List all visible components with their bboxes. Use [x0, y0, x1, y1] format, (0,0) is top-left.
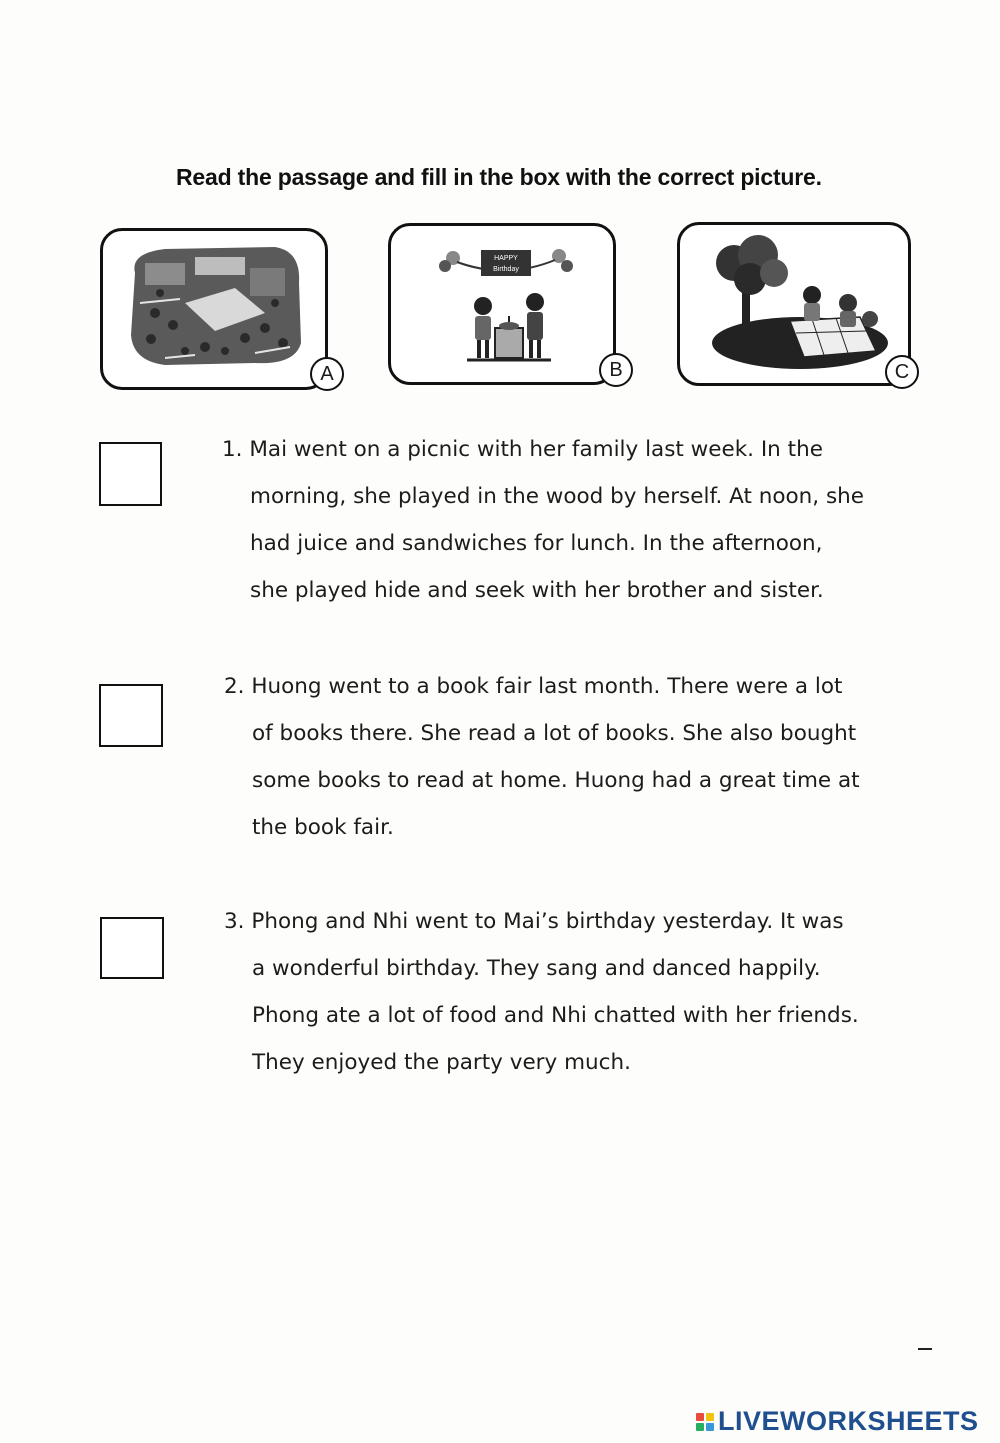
picture-a-card	[100, 228, 334, 390]
picture-a-label: A	[310, 357, 344, 391]
passage-line: Phong ate a lot of food and Nhi chatted with her friends.	[252, 1003, 859, 1028]
passage-2	[224, 663, 860, 851]
answer-box-1[interactable]	[99, 442, 162, 506]
passage-line: the book fair.	[252, 815, 394, 840]
passage-line: 2. Huong went to a book fair last month. There were a lot	[224, 674, 843, 699]
passage-line: 1. Mai went on a picnic with her family last week. In the	[222, 437, 823, 462]
passage-line: of books there. She read a lot of books. She also bought	[252, 721, 857, 746]
passage-1	[222, 426, 864, 614]
logo-text: LIVEWORKSHEETS	[718, 1406, 979, 1436]
answer-box-3[interactable]	[100, 917, 164, 979]
passage-line: some books to read at home. Huong had a great time at	[252, 768, 860, 793]
answer-box-2[interactable]	[99, 684, 163, 747]
birthday-banner-line2: Birthday	[493, 266, 519, 273]
picture-c-card	[677, 222, 911, 386]
birthday-party-icon	[431, 236, 581, 376]
passage-line: a wonderful birthday. They sang and danced happily.	[252, 956, 821, 981]
passage-line: They enjoyed the party very much.	[252, 1050, 631, 1075]
instruction-heading: Read the passage and fill in the box with the correct picture.	[176, 164, 822, 190]
page-mark	[918, 1348, 932, 1350]
picture-b-card	[388, 223, 623, 385]
picnic-icon	[700, 233, 890, 373]
picture-c-label: C	[885, 355, 919, 389]
passage-line: she played hide and seek with her brother and sister.	[250, 578, 824, 603]
liveworksheets-logo	[696, 1406, 979, 1437]
book-fair-crowd-icon	[125, 243, 305, 368]
passage-line: had juice and sandwiches for lunch. In the afternoon,	[250, 531, 823, 556]
logo-icon	[696, 1413, 714, 1431]
passage-3	[224, 898, 859, 1086]
birthday-banner-line1: HAPPY	[494, 255, 518, 262]
passage-line: morning, she played in the wood by herself. At noon, she	[250, 484, 864, 509]
passage-line: 3. Phong and Nhi went to Mai’s birthday yesterday. It was	[224, 909, 844, 934]
picture-b-label: B	[599, 353, 633, 387]
